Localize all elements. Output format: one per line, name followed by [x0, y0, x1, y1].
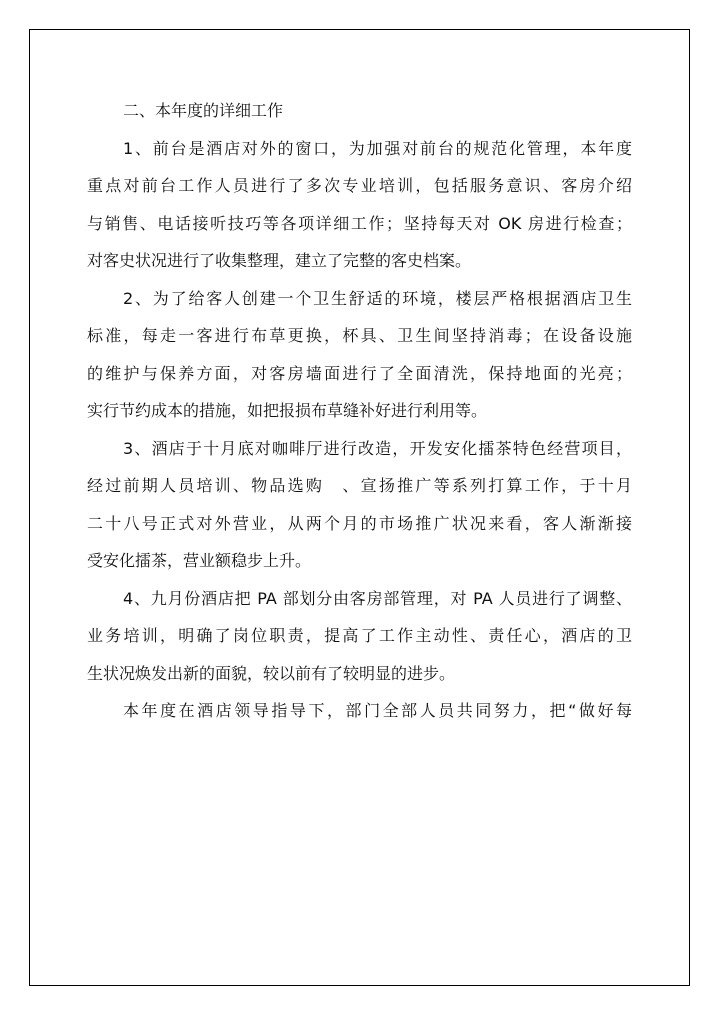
paragraph-4-line-1: 4、九月份酒店把 PA 部划分由客房部管理，对 PA 人员进行了调整、	[123, 588, 632, 608]
paragraph-3-line-2: 经过前期人员培训、物品选购 、宣扬推广等系列打算工作，于十月	[87, 476, 632, 495]
paragraph-3-line-3: 二十八号正式对外营业，从两个月的市场推广状况来看，客人渐渐接	[87, 513, 632, 533]
paragraph-1-line-3: 与销售、电话接听技巧等各项详细工作；坚持每天对 OK 房进行检查；	[87, 213, 632, 233]
paragraph-4-line-2: 业务培训，明确了岗位职责，提高了工作主动性、责任心，酒店的卫	[87, 626, 632, 645]
paragraph-3-line-4: 受安化擂茶，营业额稳步上升。	[87, 551, 312, 570]
paragraph-2-line-3: 的维护与保养方面，对客房墙面进行了全面清洗，保持地面的光亮；	[87, 363, 632, 383]
paragraph-2-line-1: 2、为了给客人创建一个卫生舒适的环境，楼层严格根据酒店卫生	[123, 288, 632, 308]
paragraph-2-line-2: 标准，每走一客进行布草更换，杯具、卫生间坚持消毒；在设备设施	[87, 326, 632, 345]
paragraph-2-line-4: 实行节约成本的措施，如把报损布草缝补好进行利用等。	[87, 401, 488, 420]
document-body	[87, 92, 632, 730]
paragraph-3-line-1: 3、酒店于十月底对咖啡厅进行改造，开发安化擂茶特色经营项目，	[123, 438, 632, 458]
paragraph-5-line-1: 本年度在酒店领导指导下，部门全部人员共同努力，把“做好每	[123, 701, 632, 720]
section-heading: 二、本年度的详细工作	[123, 101, 284, 120]
paragraph-1-line-2: 重点对前台工作人员进行了多次专业培训，包括服务意识、客房介绍	[87, 176, 632, 195]
paragraph-1-line-1: 1、前台是酒店对外的窗口，为加强对前台的规范化管理，本年度	[123, 138, 632, 158]
paragraph-4-line-3: 生状况焕发出新的面貌，较以前有了较明显的进步。	[87, 663, 456, 683]
paragraph-1-line-4: 对客史状况进行了收集整理，建立了完整的客史档案。	[87, 251, 472, 270]
